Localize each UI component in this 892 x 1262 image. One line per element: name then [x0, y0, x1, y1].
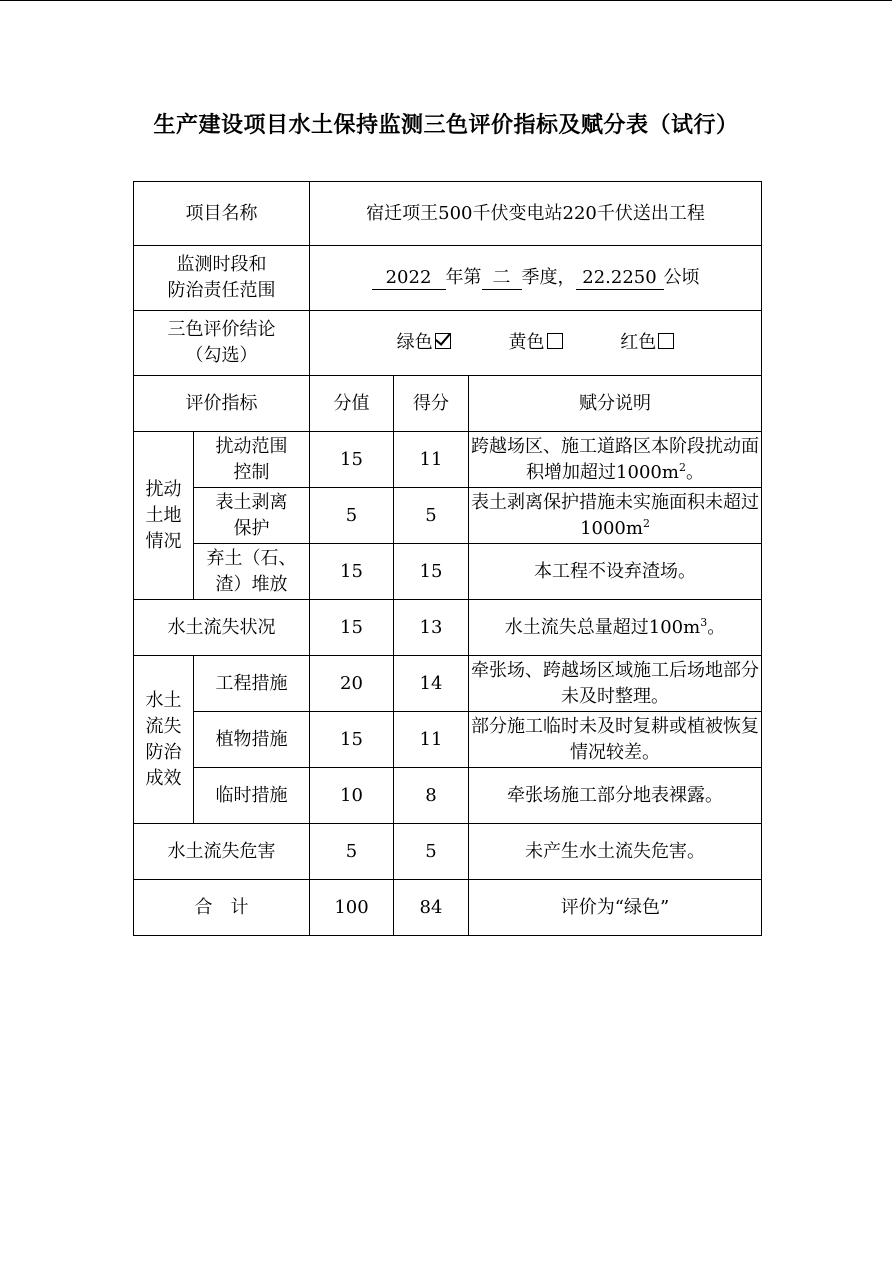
note-cell	[469, 488, 762, 544]
score-cell: 15	[394, 544, 469, 600]
indicator-line1: 扰动范围	[215, 435, 288, 457]
indicator-line2: 渣）堆放	[215, 573, 288, 595]
red-checkbox-icon[interactable]	[658, 333, 674, 349]
score-cell: 11	[394, 712, 469, 768]
period-area-unit: 公顷	[663, 267, 700, 288]
conclusion-row	[134, 311, 762, 376]
note-end: 。	[685, 461, 704, 483]
group-disturbance-line1: 扰动	[145, 478, 182, 500]
value-cell: 15	[310, 712, 394, 768]
top-border-line	[0, 0, 892, 1]
note-cell: 牵张场施工部分地表裸露。	[469, 768, 762, 824]
table-row	[134, 768, 762, 824]
group-control	[134, 656, 194, 824]
total-row	[134, 880, 762, 936]
table-row	[134, 824, 762, 880]
period-quarter: 二	[482, 267, 522, 290]
note-superscript: 2	[642, 516, 650, 530]
conclusion-label-line2: （勾选）	[185, 345, 258, 366]
indicator-line1: 弃土（石、	[206, 547, 297, 569]
group-control-line1: 水土	[145, 689, 182, 711]
table-row	[134, 432, 762, 488]
note-end: 。	[707, 616, 726, 638]
project-name-row	[134, 182, 762, 246]
note-superscript: 3	[700, 615, 708, 629]
period-quarter-suffix: 季度，	[521, 267, 576, 288]
period-label-line1: 监测时段和	[176, 254, 267, 275]
indicator-cell: 植物措施	[194, 712, 310, 768]
note-cell: 本工程不设弃渣场。	[469, 544, 762, 600]
note-text: 表土剥离保护措施未实施面积未超过1000m	[471, 491, 759, 539]
indicator-line2: 保护	[233, 517, 270, 539]
indicator-cell: 临时措施	[194, 768, 310, 824]
note-cell	[469, 600, 762, 656]
period-label	[134, 246, 310, 311]
indicator-cell: 工程措施	[194, 656, 310, 712]
total-value: 100	[310, 880, 394, 936]
value-cell: 15	[310, 432, 394, 488]
group-disturbance-line3: 情况	[145, 530, 182, 552]
indicator-cell: 水土流失状况	[134, 600, 310, 656]
indicator-cell	[194, 432, 310, 488]
header-indicator: 评价指标	[134, 376, 310, 432]
period-label-line2: 防治责任范围	[167, 280, 276, 301]
group-disturbance	[134, 432, 194, 600]
table-row	[134, 544, 762, 600]
score-cell: 13	[394, 600, 469, 656]
group-control-line3: 防治	[145, 741, 182, 763]
header-note: 赋分说明	[469, 376, 762, 432]
option-red-label: 红色	[620, 332, 657, 353]
note-text: 水土流失总量超过100m	[504, 616, 701, 638]
option-yellow[interactable]	[509, 330, 563, 356]
value-cell: 10	[310, 768, 394, 824]
yellow-checkbox-icon[interactable]	[547, 333, 563, 349]
note-cell	[469, 432, 762, 488]
evaluation-table	[133, 181, 762, 936]
total-note: 评价为“绿色”	[469, 880, 762, 936]
note-cell: 未产生水土流失危害。	[469, 824, 762, 880]
period-value	[310, 246, 762, 311]
note-text: 跨越场区、施工道路区本阶段扰动面积增加超过1000m	[471, 435, 759, 483]
period-row	[134, 246, 762, 311]
header-score: 得分	[394, 376, 469, 432]
table-row	[134, 488, 762, 544]
indicator-line1: 表土剥离	[215, 491, 288, 513]
project-name-value: 宿迁项王500千伏变电站220千伏送出工程	[310, 182, 762, 246]
conclusion-label-line1: 三色评价结论	[167, 319, 276, 340]
value-cell: 15	[310, 600, 394, 656]
score-cell: 11	[394, 432, 469, 488]
project-name-label: 项目名称	[134, 182, 310, 246]
period-year: 2022	[372, 267, 446, 290]
table-row	[134, 600, 762, 656]
table-row	[134, 656, 762, 712]
period-year-suffix: 年第	[445, 267, 482, 288]
green-checkbox-icon[interactable]	[435, 333, 451, 349]
value-cell: 20	[310, 656, 394, 712]
group-control-line4: 成效	[145, 767, 182, 789]
score-cell: 5	[394, 488, 469, 544]
score-cell: 14	[394, 656, 469, 712]
option-red[interactable]	[620, 330, 674, 356]
indicator-line2: 控制	[233, 461, 270, 483]
value-cell: 15	[310, 544, 394, 600]
page-title: 生产建设项目水土保持监测三色评价指标及赋分表（试行）	[153, 113, 739, 138]
option-yellow-label: 黄色	[508, 332, 545, 353]
indicator-cell	[194, 488, 310, 544]
score-cell: 8	[394, 768, 469, 824]
group-control-line2: 流失	[145, 715, 182, 737]
period-area: 22.2250	[576, 267, 664, 290]
table-row	[134, 712, 762, 768]
conclusion-label	[134, 311, 310, 376]
group-disturbance-line2: 土地	[145, 504, 182, 526]
conclusion-options	[310, 311, 762, 376]
indicator-cell: 水土流失危害	[134, 824, 310, 880]
value-cell: 5	[310, 824, 394, 880]
header-value: 分值	[310, 376, 394, 432]
header-row	[134, 376, 762, 432]
score-cell: 5	[394, 824, 469, 880]
note-cell: 牵张场、跨越场区域施工后场地部分未及时整理。	[469, 656, 762, 712]
note-superscript: 2	[678, 460, 686, 474]
option-green-label: 绿色	[396, 332, 433, 353]
option-green[interactable]	[397, 330, 451, 356]
value-cell: 5	[310, 488, 394, 544]
note-cell: 部分施工临时未及时复耕或植被恢复情况较差。	[469, 712, 762, 768]
total-label: 合 计	[134, 880, 310, 936]
total-score: 84	[394, 880, 469, 936]
indicator-cell	[194, 544, 310, 600]
